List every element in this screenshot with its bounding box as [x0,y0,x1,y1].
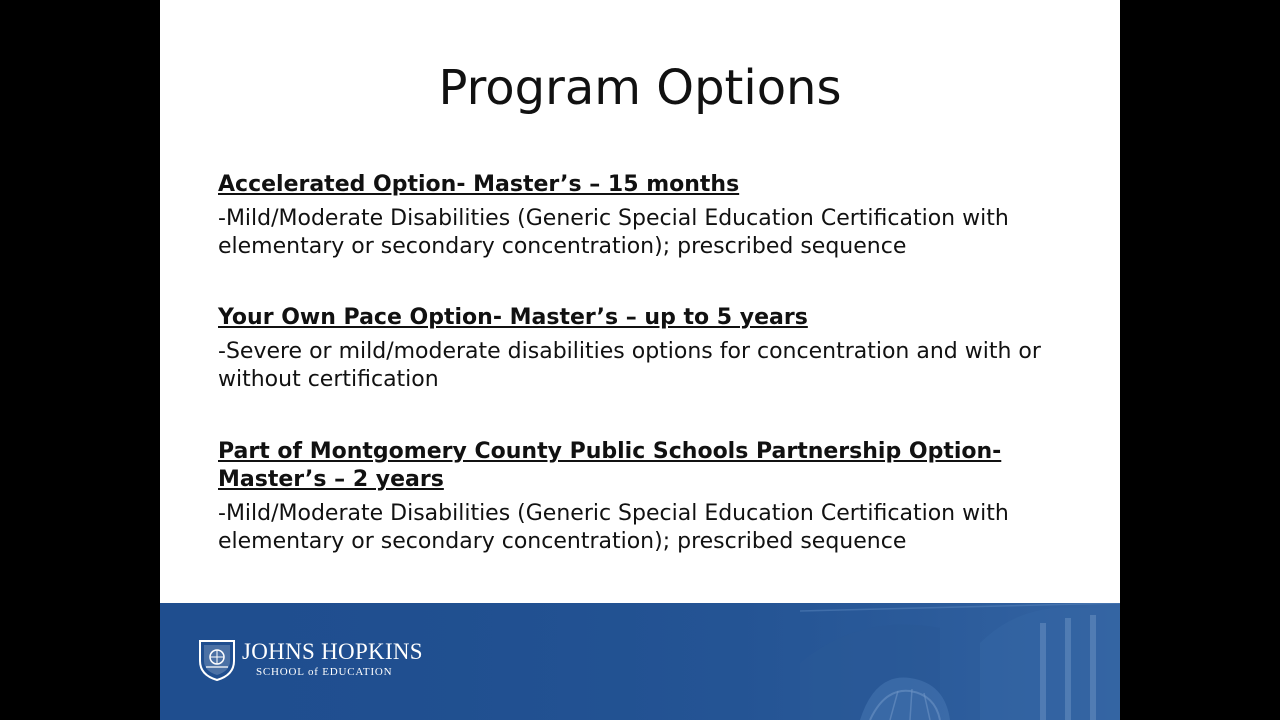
option-heading: Your Own Pace Option- Master’s – up to 5 years [218,305,808,330]
university-seal-icon [198,639,236,681]
option-description: -Severe or mild/moderate disabilities options for concentration and with or without certification [218,339,1041,392]
option-heading: Part of Montgomery County Public Schools Partnership Option- Master’s – 2 years [218,439,1002,492]
program-option-own-pace [218,304,1078,394]
program-option-mcps-partnership [218,438,1078,556]
footer-banner [160,603,1120,720]
johns-hopkins-logo [198,639,423,681]
option-description: -Mild/Moderate Disabilities (Generic Special Education Certification with elementary or secondary concentration); prescribed sequence [218,501,1009,554]
logo-wordmark: JOHNS HOPKINS [242,639,423,664]
slide [160,0,1120,720]
option-description: -Mild/Moderate Disabilities (Generic Special Education Certification with elementary or secondary concentration); prescribed sequence [218,206,1009,259]
slide-title: Program Options [438,60,842,116]
logo-subtitle: SCHOOL of EDUCATION [256,666,393,678]
option-heading: Accelerated Option- Master’s – 15 months [218,172,740,197]
program-option-accelerated [218,171,1078,261]
